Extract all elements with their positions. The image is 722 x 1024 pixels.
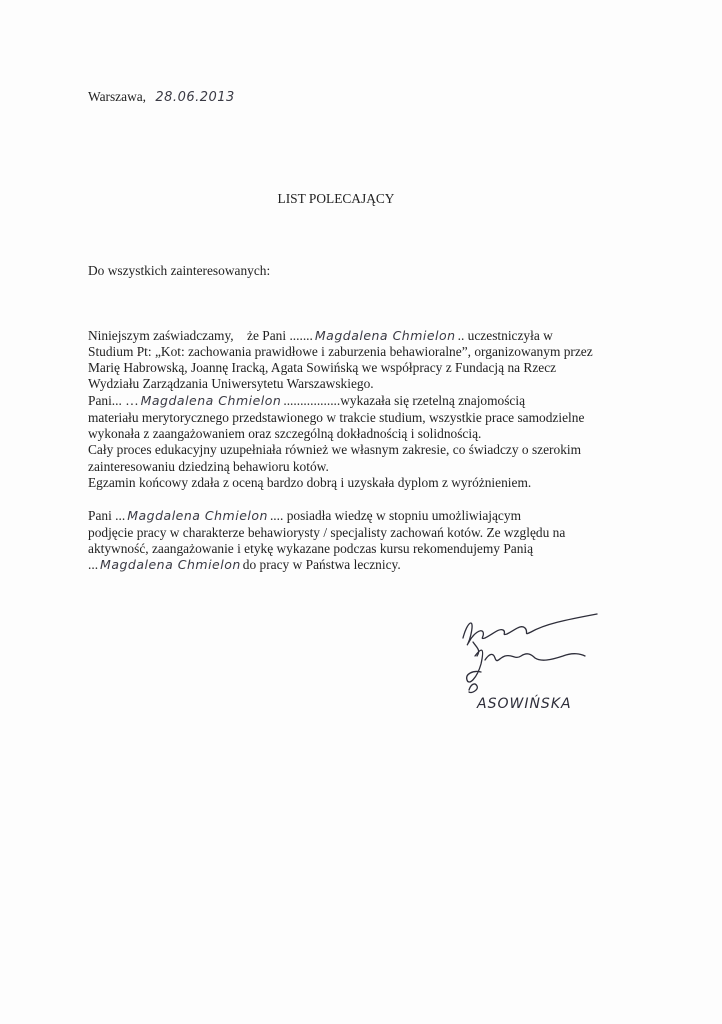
p1-line-2: Studium Pt: „Kot: zachowania prawidłowe i zaburzenia behawioralne”, organizowanym przez [88, 344, 593, 359]
dots: ... [88, 557, 99, 572]
p2-line-5: zainteresowaniu dziedziną behawioru kotów. [88, 459, 329, 474]
handwritten-signature [455, 598, 605, 728]
p3-text-b: posiadła wiedzę w stopniu umożliwiającym [286, 508, 521, 523]
p3-line-3: aktywność, zaangażowanie i etykę wykazane podczas kursu rekomendujemy Panią [88, 541, 534, 556]
p2-line-1 [88, 392, 525, 409]
city-text: Warszawa, [88, 89, 147, 104]
p2-text-a: Pani... [88, 393, 122, 408]
p1-text-b: że Pani [247, 328, 287, 343]
p2-line-6: Egzamin końcowy zdała z oceną bardzo dobrą i uzyskała dyplom z wyróżnieniem. [88, 475, 532, 490]
date-line [88, 88, 235, 106]
handwritten-date: 28.06.2013 [155, 90, 235, 105]
handwritten-name: Magdalena Chmielon [314, 328, 456, 343]
p3-text-a: Pani [88, 508, 112, 523]
p2-line-3: wykonała z zaangażowaniem oraz szczególną dokładnością i solidnością. [88, 426, 482, 441]
handwritten-name: Magdalena Chmielon [140, 393, 282, 408]
handwritten-name: Magdalena Chmielon [127, 508, 268, 523]
dots: .... [269, 508, 284, 523]
p1-line-4: Wydziału Zarządzania Uniwersytetu Warszawskiego. [88, 376, 374, 391]
letter-title: LIST POLECAJĄCY [277, 191, 395, 206]
dots: ................. [283, 393, 341, 408]
p1-text-a: Niniejszym zaświadczamy, [88, 328, 234, 343]
p2-text-b: wykazała się rzetelną znajomością [340, 393, 526, 408]
p1-text-c: uczestniczyła w [467, 328, 553, 343]
p3-line-1 [88, 507, 521, 524]
signature-name: ASOWIŃSKA [477, 696, 572, 712]
p3-line-2: podjęcie pracy w charakterze behawiorysty / specjalisty zachowań kotów. Ze względu na [88, 525, 566, 540]
p1-line-1 [88, 327, 553, 344]
handwritten-name: Magdalena Chmielon [100, 557, 241, 572]
p3-text-b: do pracy w Państwa lecznicy. [242, 557, 401, 572]
dots: ... [115, 508, 126, 523]
dots: .. [457, 328, 465, 343]
p3-line-4 [88, 556, 401, 573]
dots: … [125, 393, 139, 408]
p1-line-3: Marię Habrowską, Joannę Iracką, Agata Sowińską we współpracy z Fundacją na Rzecz [88, 360, 557, 375]
salutation: Do wszystkich zainteresowanych: [88, 263, 271, 278]
dots: ....... [289, 328, 313, 343]
p2-line-4: Cały proces edukacyjny uzupełniała również we własnym zakresie, co świadczy o szerokim [88, 442, 582, 457]
p2-line-2: materiału merytorycznego przedstawionego w trakcie studium, wszystkie prace samodzielne [88, 410, 585, 425]
